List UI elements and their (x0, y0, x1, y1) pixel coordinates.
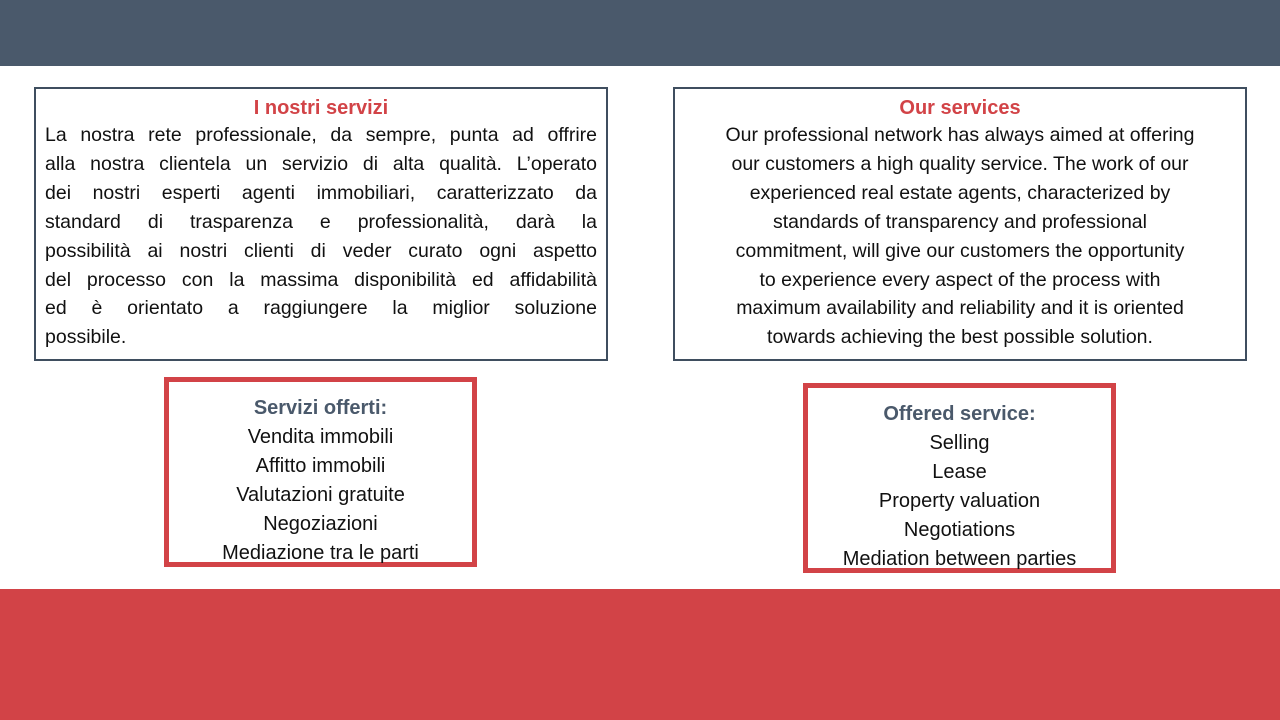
italian-services-panel (34, 87, 608, 361)
italian-services-list (169, 423, 472, 568)
italian-services-heading: Servizi offerti: (253, 397, 388, 419)
english-panel-title: Our services (899, 97, 1021, 119)
list-item: Negoziazioni (263, 513, 378, 535)
english-description-line: standards of transparency and professional (773, 210, 1147, 233)
italian-description-line: standard di trasparenza e professionalità, darà la (45, 210, 597, 233)
italian-description-line: possibile. (45, 326, 127, 349)
bottom-banner (0, 589, 1280, 720)
list-item: Property valuation (878, 490, 1041, 512)
english-offered-services-box (803, 383, 1116, 573)
english-description-line: experienced real estate agents, characterized by (749, 181, 1171, 204)
list-item: Vendita immobili (247, 426, 394, 448)
italian-offered-services-box (164, 377, 477, 567)
italian-description (45, 121, 597, 352)
english-description-line: commitment, will give our customers the opportunity (735, 239, 1185, 262)
list-item: Selling (929, 432, 990, 454)
list-item: Negotiations (903, 519, 1016, 541)
english-description (684, 121, 1236, 352)
italian-description-line: possibilità ai nostri clienti di veder curato ogni aspetto (45, 239, 597, 262)
english-description-line: our customers a high quality service. The work of our (731, 152, 1189, 175)
italian-description-line: dei nostri esperti agenti immobiliari, caratterizzato da (45, 181, 597, 204)
list-item: Affitto immobili (255, 455, 386, 477)
english-description-line: to experience every aspect of the process with (759, 268, 1161, 291)
english-description-line: towards achieving the best possible solution. (767, 326, 1153, 349)
italian-panel-title: I nostri servizi (253, 97, 389, 119)
italian-description-line: del processo con la massima disponibilità ed affidabilità (45, 268, 597, 291)
italian-description-line: alla nostra clientela un servizio di alta qualità. L’operato (45, 152, 597, 175)
english-services-heading: Offered service: (883, 403, 1036, 425)
list-item: Mediazione tra le parti (222, 542, 419, 564)
list-item: Lease (932, 461, 987, 483)
italian-description-line: ed è orientato a raggiungere la miglior soluzione (45, 297, 597, 320)
english-description-line: Our professional network has always aimed at offering (725, 124, 1195, 146)
italian-description-line: La nostra rete professionale, da sempre, punta ad offrire (45, 124, 597, 146)
list-item: Mediation between parties (842, 548, 1077, 570)
list-item: Valutazioni gratuite (236, 484, 405, 506)
english-description-line: maximum availability and reliability and it is oriented (736, 297, 1184, 320)
english-services-list (808, 429, 1111, 574)
english-services-panel (673, 87, 1247, 361)
top-banner (0, 0, 1280, 66)
